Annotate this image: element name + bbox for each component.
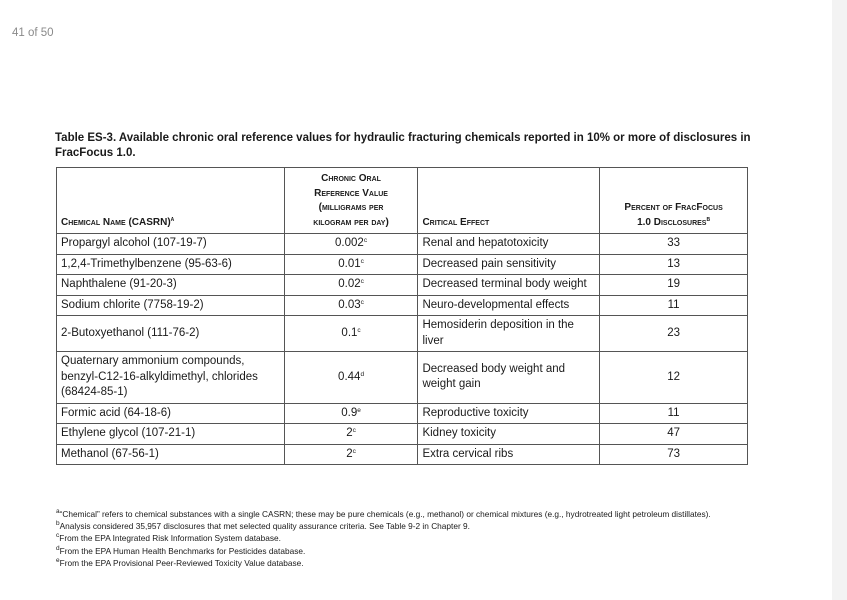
cell-chemical-name: Ethylene glycol (107-21-1) (57, 424, 285, 445)
cell-chemical-name: Naphthalene (91-20-3) (57, 275, 285, 296)
table-row (57, 424, 748, 445)
table-footnotes (56, 508, 756, 569)
cell-chemical-name: Propargyl alcohol (107-19-7) (57, 234, 285, 255)
cell-reference-value: 0.9e (284, 403, 418, 424)
table-row (57, 316, 748, 352)
cell-reference-value: 0.02$^c$ (284, 275, 418, 296)
header-percent-disclosures: Percent of FracFocus 1.0 Disclosures$^b$ (600, 168, 748, 234)
table-body (57, 234, 748, 465)
cell-percent-disclosures: 11 (600, 295, 748, 316)
footnote-b: $^b$Analysis considered 35,957 disclosures that met selected quality assurance criteria. See Table 9-2 in Chapter 9. (56, 520, 470, 532)
header-reference-value: Chronic Oral Reference Value (milligrams per kilogram per day) (284, 168, 418, 234)
footnote-d: $^d$From the EPA Human Health Benchmarks for Pesticides database. (56, 544, 306, 556)
header-critical-effect: Critical Effect (418, 168, 600, 234)
cell-critical-effect: Kidney toxicity (418, 424, 600, 445)
cell-reference-value: 2$^c$ (284, 444, 418, 465)
header-chemical-name: Chemical Name (CASRN)$^a$ (57, 168, 285, 234)
table-header-row (57, 168, 748, 234)
cell-percent-disclosures: 13 (600, 254, 748, 275)
cell-chemical-name: 1,2,4-Trimethylbenzene (95-63-6) (57, 254, 285, 275)
cell-percent-disclosures: 19 (600, 275, 748, 296)
table-row (57, 275, 748, 296)
cell-percent-disclosures: 11 (600, 403, 748, 424)
page-indicator: 41 of 50 (12, 27, 54, 39)
footnote-e: $^e$From the EPA Provisional Peer-Reviewed Toxicity Value database. (56, 556, 304, 568)
viewer-scrollbar[interactable] (832, 0, 847, 600)
cell-chemical-name: 2-Butoxyethanol (111-76-2) (57, 316, 285, 352)
cell-percent-disclosures: 12 (600, 352, 748, 404)
table-row (57, 234, 748, 255)
cell-critical-effect: Reproductive toxicity (418, 403, 600, 424)
cell-percent-disclosures: 33 (600, 234, 748, 255)
cell-reference-value: 0.002$^c$ (284, 234, 418, 255)
cell-critical-effect: Renal and hepatotoxicity (418, 234, 600, 255)
table-row (57, 403, 748, 424)
cell-critical-effect: Neuro-developmental effects (418, 295, 600, 316)
cell-chemical-name: Sodium chlorite (7758-19-2) (57, 295, 285, 316)
cell-reference-value: 0.44$^d$ (284, 352, 418, 404)
cell-reference-value: 0.01$^c$ (284, 254, 418, 275)
table-row (57, 254, 748, 275)
cell-chemical-name: Formic acid (64-18-6) (57, 403, 285, 424)
table-row (57, 352, 748, 404)
cell-critical-effect: Extra cervical ribs (418, 444, 600, 465)
footnote-c: $^c$From the EPA Integrated Risk Information System database. (56, 532, 281, 544)
reference-values-table (56, 167, 748, 465)
cell-critical-effect: Decreased terminal body weight (418, 275, 600, 296)
table-row (57, 295, 748, 316)
cell-chemical-name: Quaternary ammonium compounds, benzyl-C12-16-alkyldimethyl, chlorides (68424-85-1) (57, 352, 285, 404)
footnote-a: $^a$“Chemical” refers to chemical substances with a single CASRN; these may be pure chemicals (e.g., methanol) or chemical mixtures (e.g., hydrotreated light petroleum distillates). (56, 508, 711, 519)
cell-critical-effect: Decreased pain sensitivity (418, 254, 600, 275)
cell-percent-disclosures: 47 (600, 424, 748, 445)
table-title: Table ES-3. Available chronic oral reference values for hydraulic fracturing chemicals reported in 10% or more of disclosures in FracFocus 1.0. (55, 132, 751, 159)
cell-critical-effect: Hemosiderin deposition in the liver (418, 316, 600, 352)
cell-reference-value: 2$^c$ (284, 424, 418, 445)
cell-reference-value: 0.1$^c$ (284, 316, 418, 352)
cell-critical-effect: Decreased body weight and weight gain (418, 352, 600, 404)
table-row (57, 444, 748, 465)
cell-percent-disclosures: 73 (600, 444, 748, 465)
cell-reference-value: 0.03$^c$ (284, 295, 418, 316)
cell-chemical-name: Methanol (67-56-1) (57, 444, 285, 465)
cell-percent-disclosures: 23 (600, 316, 748, 352)
